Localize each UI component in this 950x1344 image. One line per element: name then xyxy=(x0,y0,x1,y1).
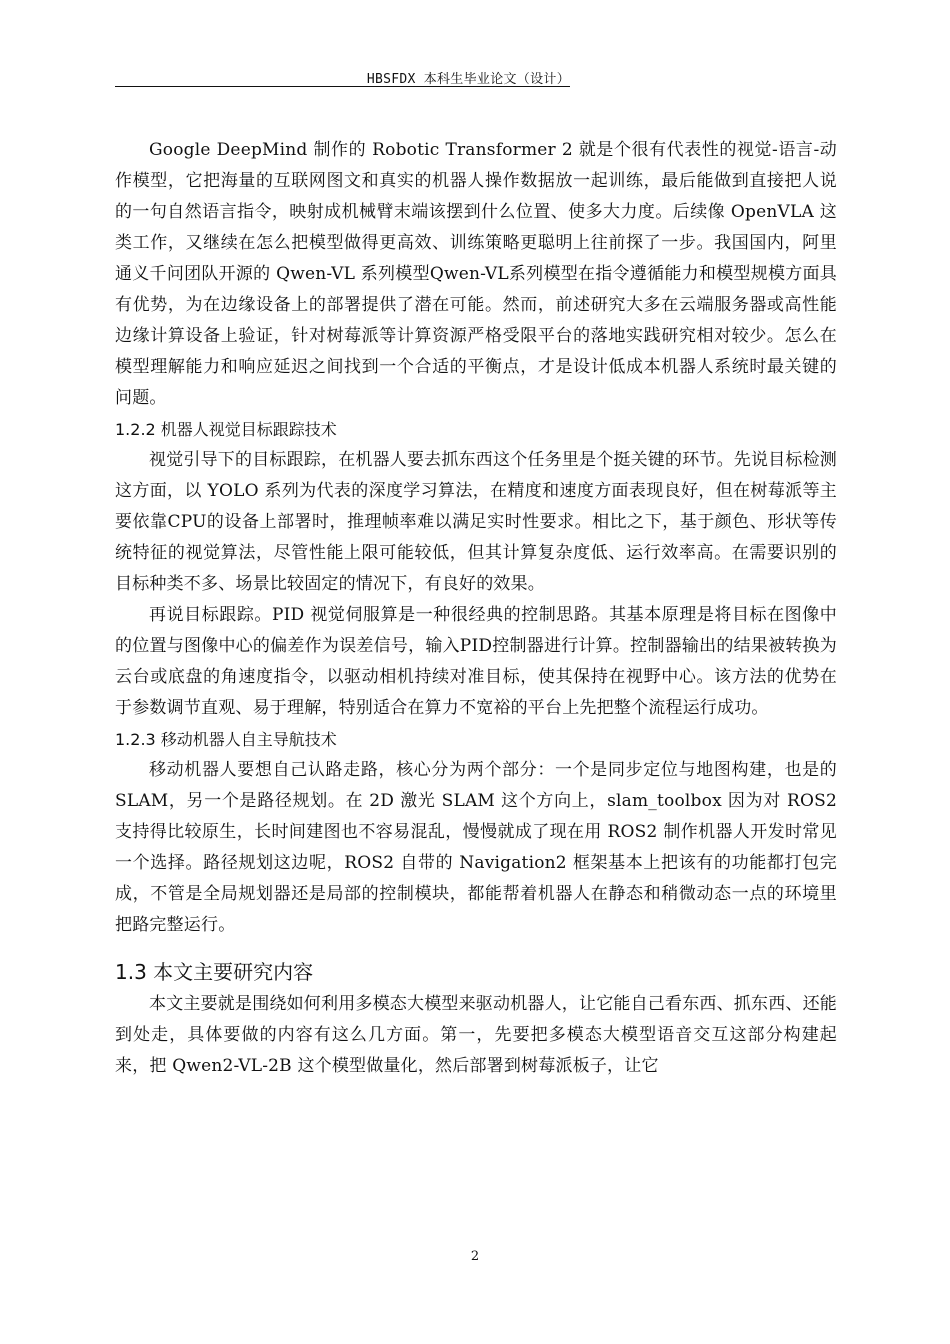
paragraph-rt2-vla: Google DeepMind 制作的 Robotic Transformer 2 就是个很有代表性的视觉-语言-动作模型，它把海量的互联网图文和真实的机器人操作数据放一起训练，最后能做到直接把人说的一句自然语言指令，映射成机械臂末端该摆到什么位置、使多大力度。后续像 OpenVLA 这类工作，又继续在怎么把模型做得更高效、训练策略更聪明上往前探了一步。我国国内，阿里通义千问团队开源的 Qwen-VL 系列模型Qwen-VL系列模型在指令遵循能力和模型规模方面具有优势，为在边缘设备上的部署提供了潜在可能。然而，前述研究大多在云端服务器或高性能边缘计算设备上验证，针对树莓派等计算资源严格受限平台的落地实践研究相对较少。怎么在模型理解能力和响应延迟之间找到一个合适的平衡点，才是设计低成本机器人系统时最关键的问题。 xyxy=(115,140,837,408)
paragraph-research-content: 本文主要就是围绕如何利用多模态大模型来驱动机器人，让它能自己看东西、抓东西、还能到处走，具体要做的内容有这么几方面。第一，先要把多模态大模型语音交互这部分构建起来，把 Qwen2-VL-2B 这个模型做量化，然后部署到树莓派板子，让它 xyxy=(115,994,837,1076)
paragraph-target-detection: 视觉引导下的目标跟踪，在机器人要去抓东西这个任务里是个挺关键的环节。先说目标检测这方面，以 YOLO 系列为代表的深度学习算法，在精度和速度方面表现良好，但在树莓派等主要依靠CPU的设备上部署时，推理帧率难以满足实时性要求。相比之下，基于颜色、形状等传统特征的视觉算法，尽管性能上限可能较低，但其计算复杂度低、运行效率高。在需要识别的目标种类不多、场景比较固定的情况下，有良好的效果。 xyxy=(115,450,837,594)
header-rule xyxy=(115,86,570,87)
paragraph-slam-navigation: 移动机器人要想自己认路走路，核心分为两个部分：一个是同步定位与地图构建，也是的 SLAM，另一个是路径规划。在 2D 激光 SLAM 这个方向上，slam_toolbox 因为对 ROS2 支持得比较原生，长时间建图也不容易混乱，慢慢就成了现在用 ROS2 制作机器人开发时常见一个选择。路径规划这边呢，ROS2 自带的 Navigation2 框架基本上把该有的功能都打包完成，不管是全局规划器还是局部的控制模块，都能帮着机器人在静态和稍微动态一点的环境里把路完整运行。 xyxy=(115,760,837,935)
page-number: 2 xyxy=(470,1249,480,1264)
paragraph-pid-visual-servo: 再说目标跟踪。PID 视觉伺服算是一种很经典的控制思路。其基本原理是将目标在图像中的位置与图像中心的偏差作为误差信号，输入PID控制器进行计算。控制器输出的结果被转换为云台或底盘的角速度指令，以驱动相机持续对准目标，使其保持在视野中心。该方法的优势在于参数调节直观、易于理解，特别适合在算力不宽裕的平台上先把整个流程运行成功。 xyxy=(115,605,837,718)
page-body xyxy=(115,135,837,1082)
heading-1-3: 1.3 本文主要研究内容 xyxy=(115,960,314,984)
running-header: HBSFDX 本科生毕业论文（设计） xyxy=(366,72,570,87)
heading-1-2-3: 1.2.3 移动机器人自主导航技术 xyxy=(115,730,337,749)
heading-1-2-2: 1.2.2 机器人视觉目标跟踪技术 xyxy=(115,420,337,439)
